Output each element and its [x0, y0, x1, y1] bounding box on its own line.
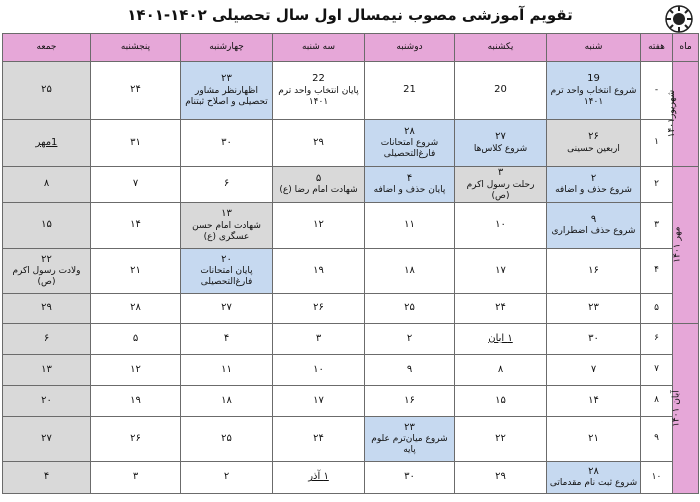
day-cell: ۳	[273, 324, 365, 355]
day-cell: ۳۱	[91, 120, 181, 167]
day-cell: ۲۳ شروع میان‌ترم علوم پایه	[365, 417, 455, 462]
day-cell: 21	[365, 62, 455, 120]
day-cell: ۱۴	[547, 386, 641, 417]
header-row	[3, 34, 699, 62]
day-cell: ۱۶	[365, 386, 455, 417]
day-cell: ۱۴	[91, 203, 181, 249]
header-sat: شنبه	[547, 34, 641, 62]
day-cell: ۲۷ شروع کلاس‌ها	[455, 120, 547, 167]
day-cell: ۲۰	[3, 386, 91, 417]
day-cell: ۲۹	[455, 462, 547, 494]
day-cell: ۱ ابان	[455, 324, 547, 355]
day-cell: ۲	[181, 462, 273, 494]
month-aban: آبان ۱۴۰۱	[673, 324, 699, 494]
day-cell: ۳	[91, 462, 181, 494]
header-wed: چهارشنبه	[181, 34, 273, 62]
day-cell: ۲۹	[273, 120, 365, 167]
week-cell: ۵	[641, 294, 673, 324]
day-cell: ۲۶ اربعین حسینی	[547, 120, 641, 167]
day-cell: ۲۶	[91, 417, 181, 462]
day-cell: ۷	[91, 167, 181, 203]
day-cell: ۱۷	[455, 249, 547, 294]
week-cell: ۱	[641, 120, 673, 167]
day-cell: ۲۳ اظهارنظر مشاور تحصیلی و اصلاح ثبتنام	[181, 62, 273, 120]
day-cell: ۱۳ شهادت امام حسن عسگری (ع)	[181, 203, 273, 249]
day-cell: ۴	[181, 324, 273, 355]
week-cell: ۳	[641, 203, 673, 249]
day-cell: ۶	[3, 324, 91, 355]
day-cell: ۲۱	[91, 249, 181, 294]
day-cell: ۸	[3, 167, 91, 203]
day-cell: ۲۲ ولادت رسول اکرم (ص)	[3, 249, 91, 294]
table-row	[3, 120, 699, 167]
table-row	[3, 417, 699, 462]
day-cell: ۲	[365, 324, 455, 355]
day-cell: ۲۷	[181, 294, 273, 324]
table-row	[3, 294, 699, 324]
day-cell: ۲۵	[181, 417, 273, 462]
day-cell: ۴ پایان حذف و اضافه	[365, 167, 455, 203]
day-cell: ۳۰	[365, 462, 455, 494]
table-row	[3, 249, 699, 294]
table-row	[3, 462, 699, 494]
day-cell: ۲۴	[91, 62, 181, 120]
header-month: ماه	[673, 34, 699, 62]
day-cell: ۲ شروع حذف و اضافه	[547, 167, 641, 203]
day-cell: ۹ شروع حذف اضطراری	[547, 203, 641, 249]
day-cell: ۷	[547, 355, 641, 386]
day-cell: ۱۸	[365, 249, 455, 294]
table-row	[3, 386, 699, 417]
day-cell: ۲۰ پایان امتحانات فارغ‌التحصیلی	[181, 249, 273, 294]
week-cell: ۴	[641, 249, 673, 294]
header-fri: جمعه	[3, 34, 91, 62]
day-cell: ۲۴	[455, 294, 547, 324]
week-cell: ۹	[641, 417, 673, 462]
day-cell: 20	[455, 62, 547, 120]
day-cell: ۲۵	[365, 294, 455, 324]
day-cell: ۱۰	[273, 355, 365, 386]
header-mon: دوشنبه	[365, 34, 455, 62]
day-cell: ۱۱	[181, 355, 273, 386]
table-row	[3, 167, 699, 203]
day-cell: ۱ آذر	[273, 462, 365, 494]
day-cell: ۲۸ شروع ثبت نام مقدماتی	[547, 462, 641, 494]
table-row	[3, 324, 699, 355]
week-cell: ۸	[641, 386, 673, 417]
day-cell: ۲۸	[91, 294, 181, 324]
day-cell: ۱۹	[91, 386, 181, 417]
day-cell: 19 شروع انتخاب واحد ترم ۱۴۰۱	[547, 62, 641, 120]
day-cell: ۲۶	[273, 294, 365, 324]
day-cell: ۲۱	[547, 417, 641, 462]
day-cell: ۱۱	[365, 203, 455, 249]
day-cell: ۳۰	[547, 324, 641, 355]
month-mehr: مهر ۱۴۰۱	[673, 167, 699, 324]
header-tue: سه شنبه	[273, 34, 365, 62]
university-logo-icon	[664, 4, 694, 34]
week-cell: -	[641, 62, 673, 120]
day-cell: ۱۳	[3, 355, 91, 386]
day-cell: 22 پایان انتخاب واحد ترم ۱۴۰۱	[273, 62, 365, 120]
header-sun: یکشنبه	[455, 34, 547, 62]
day-cell: ۲۸ شروع امتحانات فارغ‌التحصیلی	[365, 120, 455, 167]
week-cell: ۷	[641, 355, 673, 386]
day-cell: ۲۳	[547, 294, 641, 324]
day-cell: 1مهر	[3, 120, 91, 167]
day-cell: ۲۷	[3, 417, 91, 462]
day-cell: ۱۵	[3, 203, 91, 249]
day-cell: ۱۶	[547, 249, 641, 294]
week-cell: ۲	[641, 167, 673, 203]
day-cell: ۳۰	[181, 120, 273, 167]
day-cell: ۱۷	[273, 386, 365, 417]
day-cell: ۵	[91, 324, 181, 355]
day-cell: ۹	[365, 355, 455, 386]
day-cell: ۲۴	[273, 417, 365, 462]
day-cell: ۲۹	[3, 294, 91, 324]
table-row	[3, 62, 699, 120]
header-week: هفته	[641, 34, 673, 62]
week-cell: ۱۰	[641, 462, 673, 494]
month-shahrivar: شهریور۱۴۰۱	[673, 62, 699, 167]
calendar-table	[2, 33, 699, 494]
day-cell: ۲۲	[455, 417, 547, 462]
day-cell: ۱۲	[273, 203, 365, 249]
day-cell: ۱۵	[455, 386, 547, 417]
table-row	[3, 355, 699, 386]
day-cell: ۱۰	[455, 203, 547, 249]
day-cell: ۸	[455, 355, 547, 386]
page-title: تقویم آموزشی مصوب نیمسال اول سال تحصیلی ۱۴۰۲-۱۴۰۱	[127, 6, 573, 24]
day-cell: ۶	[181, 167, 273, 203]
day-cell: ۴	[3, 462, 91, 494]
day-cell: ۵ شهادت امام رضا (ع)	[273, 167, 365, 203]
day-cell: ۳ رحلت رسول اکرم (ص)	[455, 167, 547, 203]
table-row	[3, 203, 699, 249]
day-cell: ۱۸	[181, 386, 273, 417]
day-cell: ۱۹	[273, 249, 365, 294]
day-cell: ۱۲	[91, 355, 181, 386]
day-cell: ۲۵	[3, 62, 91, 120]
week-cell: ۶	[641, 324, 673, 355]
header-thu: پنجشنبه	[91, 34, 181, 62]
